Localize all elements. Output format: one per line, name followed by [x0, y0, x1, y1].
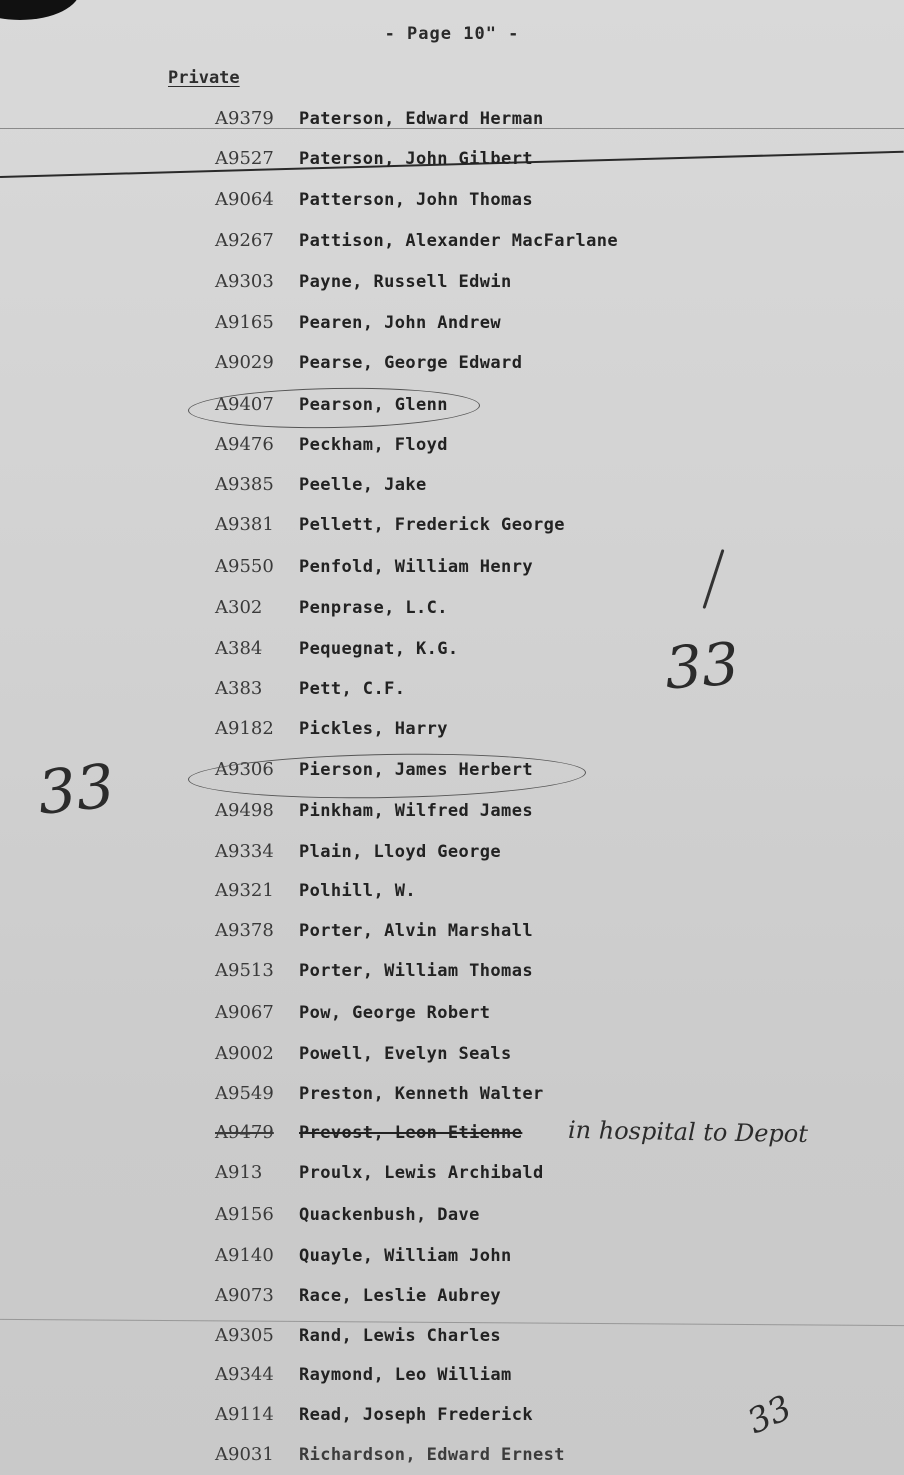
- roster-entry: [215, 718, 815, 744]
- handwritten-tally-bottom: 33: [741, 1387, 798, 1443]
- service-number: A9513: [215, 960, 274, 981]
- roster-entry: [215, 312, 815, 338]
- soldier-name: Powell, Evelyn Seals: [299, 1044, 512, 1064]
- roster-entry: [215, 352, 815, 378]
- soldier-name: Prevost, Leon Etienne: [299, 1123, 523, 1143]
- service-number: A9527: [215, 148, 274, 169]
- soldier-name: Patterson, John Thomas: [299, 190, 533, 210]
- service-number: A9549: [215, 1083, 274, 1104]
- roster-entry: [215, 800, 815, 826]
- soldier-name: Read, Joseph Frederick: [299, 1405, 533, 1425]
- soldier-name: Proulx, Lewis Archibald: [299, 1163, 544, 1183]
- service-number: A9381: [215, 514, 274, 535]
- soldier-name: Peckham, Floyd: [299, 435, 448, 455]
- service-number: A9306: [215, 759, 274, 780]
- soldier-name: Pearse, George Edward: [299, 353, 523, 373]
- service-number: A913: [215, 1162, 263, 1183]
- roster-entry: [215, 1325, 815, 1351]
- service-number: A9002: [215, 1043, 274, 1064]
- service-number: A9334: [215, 841, 274, 862]
- roster-entry: [215, 960, 815, 986]
- service-number: A9550: [215, 556, 274, 577]
- roster-entry: [215, 1364, 815, 1390]
- service-number: A9114: [215, 1404, 274, 1425]
- soldier-name: Plain, Lloyd George: [299, 842, 502, 862]
- soldier-name: Peelle, Jake: [299, 475, 427, 495]
- soldier-name: Quackenbush, Dave: [299, 1205, 480, 1225]
- roster-entry: [215, 841, 815, 867]
- roster-entry: [215, 1002, 815, 1028]
- service-number: A302: [215, 597, 263, 618]
- roster-entry: [215, 189, 815, 215]
- service-number: A9031: [215, 1444, 274, 1465]
- roster-entry: [215, 597, 815, 623]
- soldier-name: Rand, Lewis Charles: [299, 1326, 502, 1346]
- soldier-name: Paterson, Edward Herman: [299, 109, 544, 129]
- handwritten-transfer-note: in hospital to Depot: [567, 1115, 809, 1149]
- service-number: A9344: [215, 1364, 274, 1385]
- soldier-name: Pierson, James Herbert: [299, 760, 533, 780]
- service-number: A384: [215, 638, 263, 659]
- service-number: A9156: [215, 1204, 274, 1225]
- service-number: A9267: [215, 230, 274, 251]
- roster-entry: [215, 108, 815, 134]
- service-number: A9385: [215, 474, 274, 495]
- service-number: A9029: [215, 352, 274, 373]
- service-number: A9182: [215, 718, 274, 739]
- soldier-name: Pearen, John Andrew: [299, 313, 502, 333]
- service-number: A9305: [215, 1325, 274, 1346]
- handwritten-circle-mark: [188, 385, 481, 430]
- service-number: A9165: [215, 312, 274, 333]
- soldier-name: Penfold, William Henry: [299, 557, 533, 577]
- roster-entry: [215, 514, 815, 540]
- soldier-name: Pattison, Alexander MacFarlane: [299, 231, 619, 251]
- roster-entry: [215, 230, 815, 256]
- service-number: A9064: [215, 189, 274, 210]
- soldier-name: Richardson, Edward Ernest: [299, 1445, 565, 1465]
- service-number: A9498: [215, 800, 274, 821]
- roster-entry: [215, 1083, 815, 1109]
- roster-entry: [215, 1404, 815, 1430]
- soldier-name: Pequegnat, K.G.: [299, 639, 459, 659]
- soldier-name: Raymond, Leo William: [299, 1365, 512, 1385]
- service-number: A9067: [215, 1002, 274, 1023]
- service-number: A9379: [215, 108, 274, 129]
- service-number: A383: [215, 678, 263, 699]
- handwritten-tally-right: 33: [662, 629, 742, 703]
- roster-entry: [215, 1285, 815, 1311]
- roster-entry: [215, 880, 815, 906]
- roster-entry: [215, 148, 815, 174]
- soldier-name: Penprase, L.C.: [299, 598, 448, 618]
- roster-entry: [215, 271, 815, 297]
- soldier-name: Pearson, Glenn: [299, 395, 448, 415]
- service-number: A9321: [215, 880, 274, 901]
- service-number: A9303: [215, 271, 274, 292]
- service-number: A9140: [215, 1245, 274, 1266]
- roster-entry: [215, 434, 815, 460]
- soldier-name: Polhill, W.: [299, 881, 416, 901]
- soldier-name: Payne, Russell Edwin: [299, 272, 512, 292]
- service-number: A9073: [215, 1285, 274, 1306]
- soldier-name: Pett, C.F.: [299, 679, 406, 699]
- roster-entry: [215, 1204, 815, 1230]
- soldier-name: Pow, George Robert: [299, 1003, 491, 1023]
- roster-entry: [215, 1162, 815, 1188]
- roster-entry: [215, 1043, 815, 1069]
- roster-entry: [215, 474, 815, 500]
- soldier-name: Paterson, John Gilbert: [299, 149, 533, 169]
- soldier-name: Porter, Alvin Marshall: [299, 921, 533, 941]
- soldier-name: Pinkham, Wilfred James: [299, 801, 533, 821]
- rank-heading: Private: [168, 68, 240, 88]
- roster-entry: [215, 920, 815, 946]
- service-number: A9476: [215, 434, 274, 455]
- handwritten-tally-left: 33: [34, 751, 118, 829]
- service-number: A9378: [215, 920, 274, 941]
- soldier-name: Porter, William Thomas: [299, 961, 533, 981]
- roster-entry: [215, 556, 815, 582]
- service-number: A9407: [215, 394, 274, 415]
- roster-entry: [215, 1245, 815, 1271]
- soldier-name: Pickles, Harry: [299, 719, 448, 739]
- page-number-header: - Page 10" -: [384, 24, 520, 44]
- soldier-name: Quayle, William John: [299, 1246, 512, 1266]
- service-number: A9479: [215, 1122, 274, 1143]
- soldier-name: Pellett, Frederick George: [299, 515, 565, 535]
- soldier-name: Race, Leslie Aubrey: [299, 1286, 502, 1306]
- soldier-name: Preston, Kenneth Walter: [299, 1084, 544, 1104]
- roster-entry: [215, 1444, 815, 1470]
